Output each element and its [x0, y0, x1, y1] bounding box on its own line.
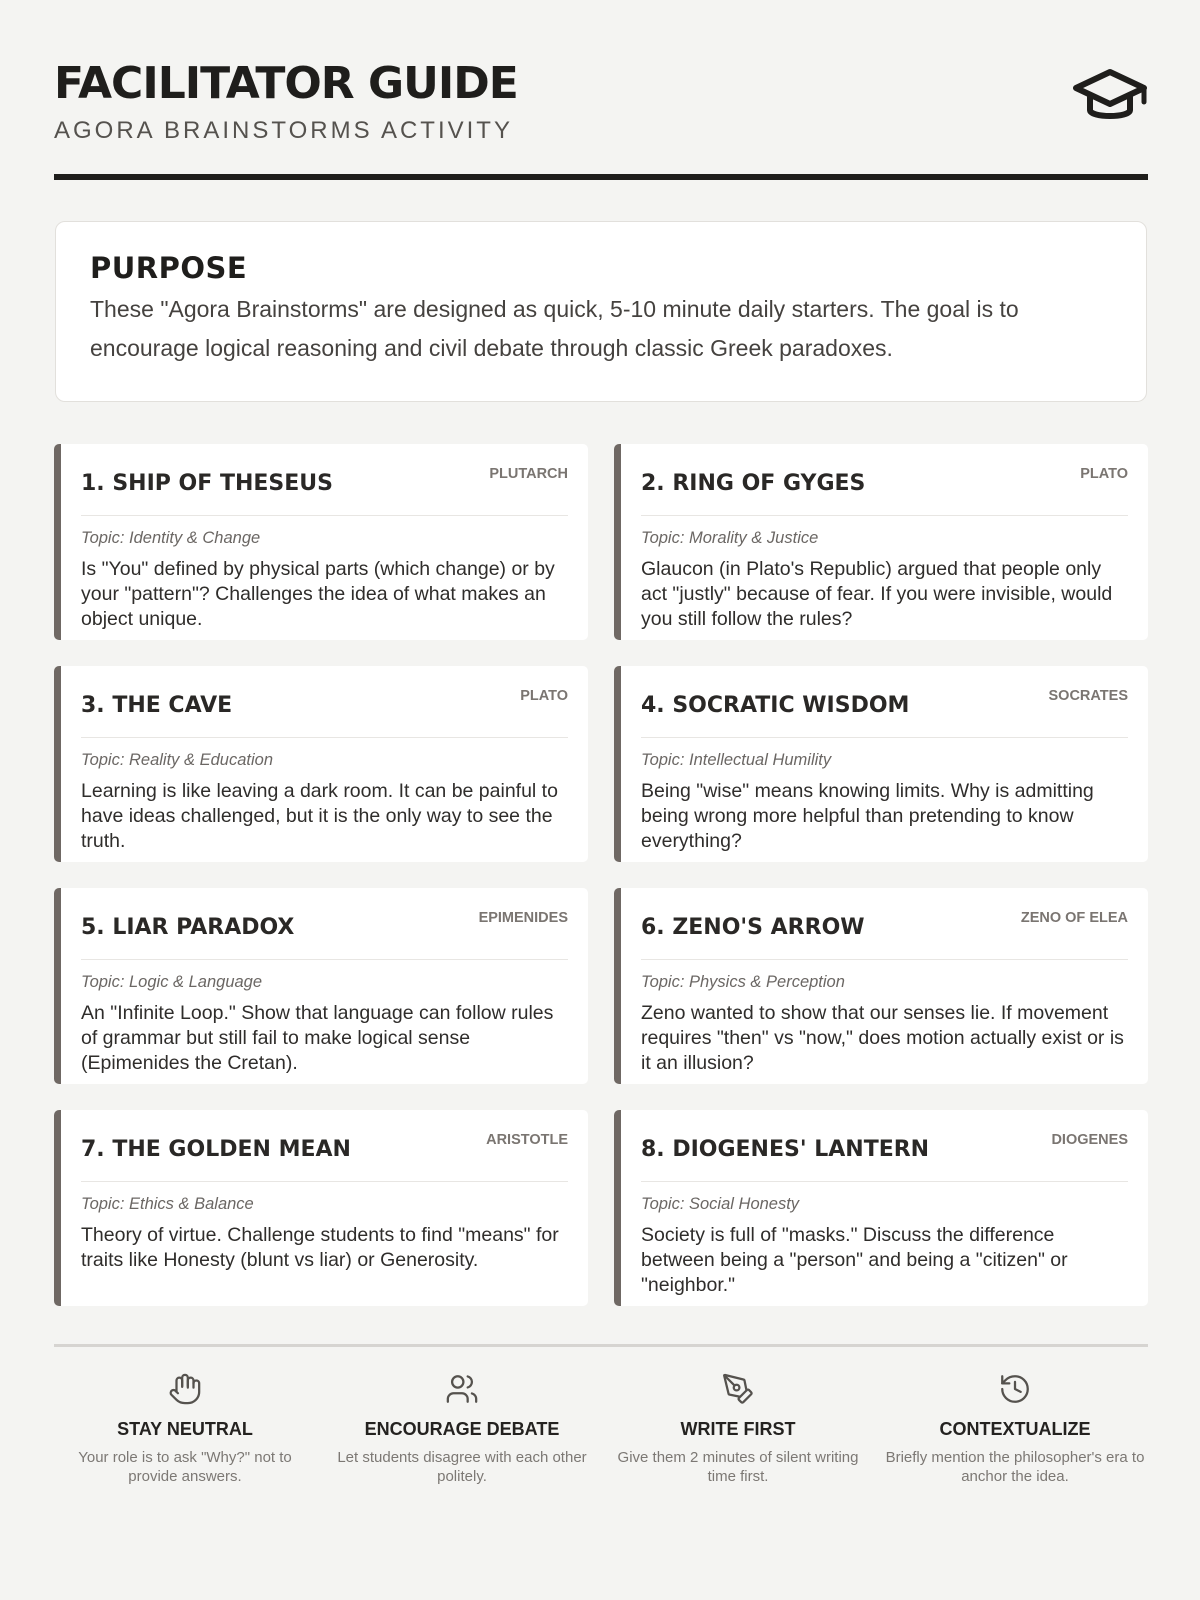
- card-body: Zeno wanted to show that our senses lie. If movement requires "then" vs "now," does motion actually exist or is it an illusion?: [641, 1002, 1124, 1074]
- card-header: [81, 908, 568, 960]
- tip-text: Briefly mention the philosopher's era to anchor the idea.: [885, 1449, 1145, 1485]
- tip-label: WRITE FIRST: [680, 1419, 796, 1439]
- tip-text: Let students disagree with each other politely.: [337, 1449, 587, 1485]
- card-topic: Topic: Ethics & Balance: [81, 1195, 254, 1213]
- card-header: [641, 686, 1128, 738]
- card-header: [641, 464, 1128, 516]
- card-source: ZENO OF ELEA: [1020, 910, 1128, 926]
- card-topic: Topic: Identity & Change: [81, 529, 261, 547]
- card-header: [641, 1130, 1128, 1182]
- card-header: [81, 686, 568, 738]
- card-title: 4. SOCRATIC WISDOM: [641, 693, 910, 718]
- paradox-card: [614, 1110, 1148, 1306]
- paradox-card: [54, 666, 588, 862]
- tip-write-first: [606, 1372, 870, 1486]
- card-topic: Topic: Social Honesty: [641, 1195, 800, 1213]
- paradox-card: [54, 888, 588, 1084]
- page-subtitle: AGORA BRAINSTORMS ACTIVITY: [54, 117, 513, 144]
- tip-label: CONTEXTUALIZE: [939, 1419, 1091, 1439]
- footer-divider: [54, 1344, 1148, 1347]
- history-icon: [998, 1372, 1032, 1406]
- card-source: PLUTARCH: [489, 466, 568, 482]
- card-topic: Topic: Intellectual Humility: [641, 751, 832, 769]
- tip-encourage-debate: [330, 1372, 594, 1486]
- pen-tool-icon: [721, 1372, 755, 1406]
- card-topic: Topic: Reality & Education: [81, 751, 273, 769]
- card-title: 2. RING OF GYGES: [641, 471, 866, 496]
- header-divider: [54, 174, 1148, 180]
- card-source: PLATO: [520, 688, 568, 704]
- paradox-card: [614, 666, 1148, 862]
- paradox-card: [614, 888, 1148, 1084]
- card-title: 1. SHIP OF THESEUS: [81, 471, 333, 496]
- page-header: [54, 54, 1148, 180]
- card-body: Being "wise" means knowing limits. Why is admitting being wrong more helpful than pretending to know everything?: [641, 780, 1094, 852]
- card-topic: Topic: Logic & Language: [81, 973, 263, 991]
- tip-stay-neutral: [53, 1372, 317, 1486]
- card-header: [81, 1130, 568, 1182]
- card-source: EPIMENIDES: [478, 910, 568, 926]
- card-header: [81, 464, 568, 516]
- paradox-card: [54, 1110, 588, 1306]
- card-topic: Topic: Physics & Perception: [641, 973, 845, 991]
- card-body: Theory of virtue. Challenge students to find "means" for traits like Honesty (blunt vs liar) or Generosity.: [81, 1224, 559, 1271]
- card-source: SOCRATES: [1048, 688, 1128, 704]
- purpose-panel: [55, 221, 1147, 402]
- card-body: Glaucon (in Plato's Republic) argued that people only act "justly" because of fear. If you were invisible, would you still follow the rules?: [641, 558, 1113, 630]
- raised-hand-icon: [168, 1372, 202, 1406]
- card-source: DIOGENES: [1051, 1132, 1128, 1148]
- tip-contextualize: [883, 1372, 1147, 1486]
- card-body: An "Infinite Loop." Show that language can follow rules of grammar but still fail to make logical sense (Epimenides the Cretan).: [81, 1002, 554, 1074]
- purpose-body: These "Agora Brainstorms" are designed as quick, 5-10 minute daily starters. The goal is to encourage logical reasoning and civil debate through classic Greek paradoxes.: [90, 296, 1019, 361]
- card-topic: Topic: Morality & Justice: [641, 529, 819, 547]
- card-body: Learning is like leaving a dark room. It can be painful to have ideas challenged, but it is the only way to see the truth.: [81, 780, 558, 852]
- card-source: PLATO: [1080, 466, 1128, 482]
- card-header: [641, 908, 1128, 960]
- card-body: Is "You" defined by physical parts (which change) or by your "pattern"? Challenges the idea of what makes an object unique.: [81, 558, 555, 630]
- paradox-card: [614, 444, 1148, 640]
- paradox-card: [54, 444, 588, 640]
- tip-text: Give them 2 minutes of silent writing time first.: [617, 1449, 859, 1485]
- card-body: Society is full of "masks." Discuss the difference between being a "person" and being a "citizen" or "neighbor.": [641, 1224, 1068, 1296]
- page-title: FACILITATOR GUIDE: [54, 58, 518, 109]
- tip-label: ENCOURAGE DEBATE: [364, 1419, 560, 1439]
- tip-label: STAY NEUTRAL: [117, 1419, 253, 1439]
- purpose-title: PURPOSE: [90, 251, 248, 285]
- card-source: ARISTOTLE: [486, 1132, 568, 1148]
- tip-text: Your role is to ask "Why?" not to provide answers.: [78, 1449, 292, 1485]
- card-title: 3. THE CAVE: [81, 693, 233, 718]
- card-title: 7. THE GOLDEN MEAN: [81, 1137, 351, 1162]
- card-title: 8. DIOGENES' LANTERN: [641, 1137, 930, 1162]
- card-title: 6. ZENO'S ARROW: [641, 915, 865, 940]
- card-title: 5. LIAR PARADOX: [81, 915, 295, 940]
- users-icon: [445, 1372, 479, 1406]
- graduation-cap-icon: [1072, 68, 1148, 128]
